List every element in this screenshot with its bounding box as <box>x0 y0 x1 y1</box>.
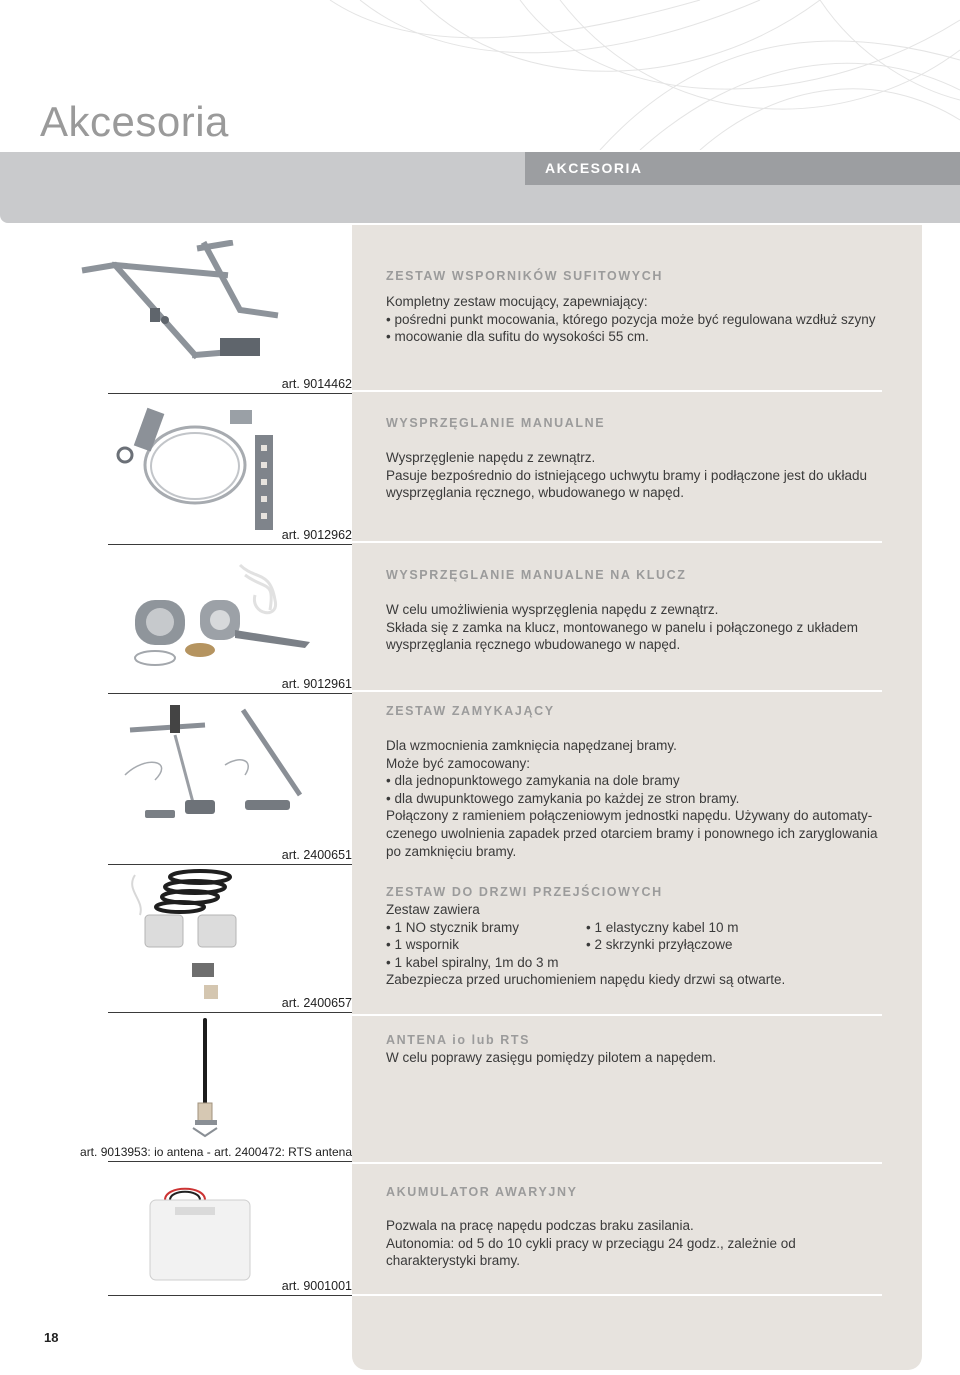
product-description <box>386 737 896 860</box>
page-number: 18 <box>44 1330 59 1345</box>
manual-release-cable-icon <box>110 400 290 535</box>
description-line: • pośredni punkt mocowania, którego pozycja może być regulowana wzdłuż szyny <box>386 311 876 327</box>
contents-right-column <box>586 919 786 972</box>
description-line: Kompletny zestaw mocujący, zapewniający: <box>386 294 648 309</box>
description-line: Pozwala na pracę napędu podczas braku zasilania. <box>386 1218 694 1233</box>
product-title: ZESTAW ZAMYKAJĄCY <box>386 704 555 718</box>
article-number: art. 2400657 <box>279 995 352 1011</box>
art-underline <box>108 693 352 694</box>
article-number: art. 2400651 <box>279 847 352 863</box>
product-title: ANTENA io lub RTS <box>386 1033 531 1047</box>
wicket-door-kit-icon <box>120 865 250 1005</box>
description-line: Zabezpiecza przed uruchomieniem napędu kiedy drzwi są otwarte. <box>386 972 786 988</box>
product-title: WYSPRZĘGLANIE MANUALNE NA KLUCZ <box>386 568 687 582</box>
section-divider <box>352 390 882 392</box>
contents-item: • 1 NO stycznik bramy <box>386 919 520 935</box>
contents-item: • 1 wspornik <box>386 937 460 953</box>
article-number: art. 9001001 <box>279 1278 352 1294</box>
article-number: art. 9012962 <box>279 527 352 543</box>
antenna-icon <box>185 1018 225 1143</box>
art-underline <box>108 1295 352 1296</box>
contents-item: • 1 kabel spiralny, 1m do 3 m <box>386 954 559 970</box>
art-underline <box>108 393 352 394</box>
product-title: AKUMULATOR AWARYJNY <box>386 1185 578 1199</box>
product-description <box>386 1217 896 1270</box>
contents-columns <box>386 919 786 972</box>
product-description <box>386 1049 896 1067</box>
page-title: Akcesoria <box>40 98 229 145</box>
description-line: Autonomia: od 5 do 10 cykli pracy w przeciągu 24 godz., zależnie od charakterystyki bramy. <box>386 1235 796 1269</box>
section-divider <box>352 690 882 692</box>
article-number: art. 9013953: io antena - art. 2400472: RTS antena <box>77 1144 352 1160</box>
description-line: Wysprzęglenie napędu z zewnątrz. <box>386 450 596 465</box>
description-line: Dla wzmocnienia zamknięcia napędzanej bramy. <box>386 738 677 753</box>
description-line: • mocowanie dla sufitu do wysokości 55 cm. <box>386 329 649 345</box>
description-line: Pasuje bezpośrednio do istniejącego uchwytu bramy i podłączone jest do układu wysprzęglania ręcznego, wbudowanego w napęd. <box>386 467 868 501</box>
section-divider <box>352 1162 882 1164</box>
product-description <box>386 449 896 502</box>
ceiling-bracket-icon <box>75 240 345 375</box>
article-number: art. 9014462 <box>279 376 352 392</box>
product-title: WYSPRZĘGLANIE MANUALNE <box>386 416 606 430</box>
art-underline <box>108 1161 352 1162</box>
section-divider <box>352 541 882 543</box>
header-tab-label: AKCESORIA <box>525 152 960 185</box>
description-line: Zestaw zawiera <box>386 902 480 917</box>
description-line: W celu poprawy zasięgu pomiędzy pilotem a napędem. <box>386 1050 717 1065</box>
product-description <box>386 901 896 989</box>
art-underline <box>108 1012 352 1013</box>
contents-left-column <box>386 919 586 972</box>
backup-battery-icon <box>145 1185 255 1285</box>
description-line: • dla jednopunktowego zamykania na dole bramy <box>386 773 680 789</box>
product-title: ZESTAW DO DRZWI PRZEJŚCIOWYCH <box>386 885 663 899</box>
art-underline <box>108 544 352 545</box>
contents-item: • 1 elastyczny kabel 10 m <box>586 919 739 935</box>
description-line: Może być zamocowany: <box>386 755 531 771</box>
section-divider <box>352 1294 882 1296</box>
product-description <box>386 293 896 346</box>
article-number: art. 9012961 <box>279 676 352 692</box>
contents-item: • 2 skrzynki przyłączowe <box>586 937 733 953</box>
product-description <box>386 601 896 654</box>
key-lock-release-icon <box>125 560 320 670</box>
description-line: • dla dwupunktowego zamykania po każdej ze stron bramy. <box>386 790 740 806</box>
section-divider <box>352 1014 882 1016</box>
description-line: W celu umożliwienia wysprzęglenia napędu z zewnątrz. <box>386 602 719 617</box>
product-title: ZESTAW WSPORNIKÓW SUFITOWYCH <box>386 269 663 283</box>
description-line: Połączony z ramieniem połączeniowym jednostki napędu. Używany do automaty-czenego uwolnienia zapadek przed otarciem bramy i ponownego ich zaryglowania po zamknięciu bramy. <box>386 808 878 859</box>
locking-kit-icon <box>115 700 315 830</box>
description-line: Składa się z zamka na klucz, montowanego w panelu i połączonego z układem wysprzęglania ręcznego wbudowanego w napęd. <box>386 619 859 653</box>
